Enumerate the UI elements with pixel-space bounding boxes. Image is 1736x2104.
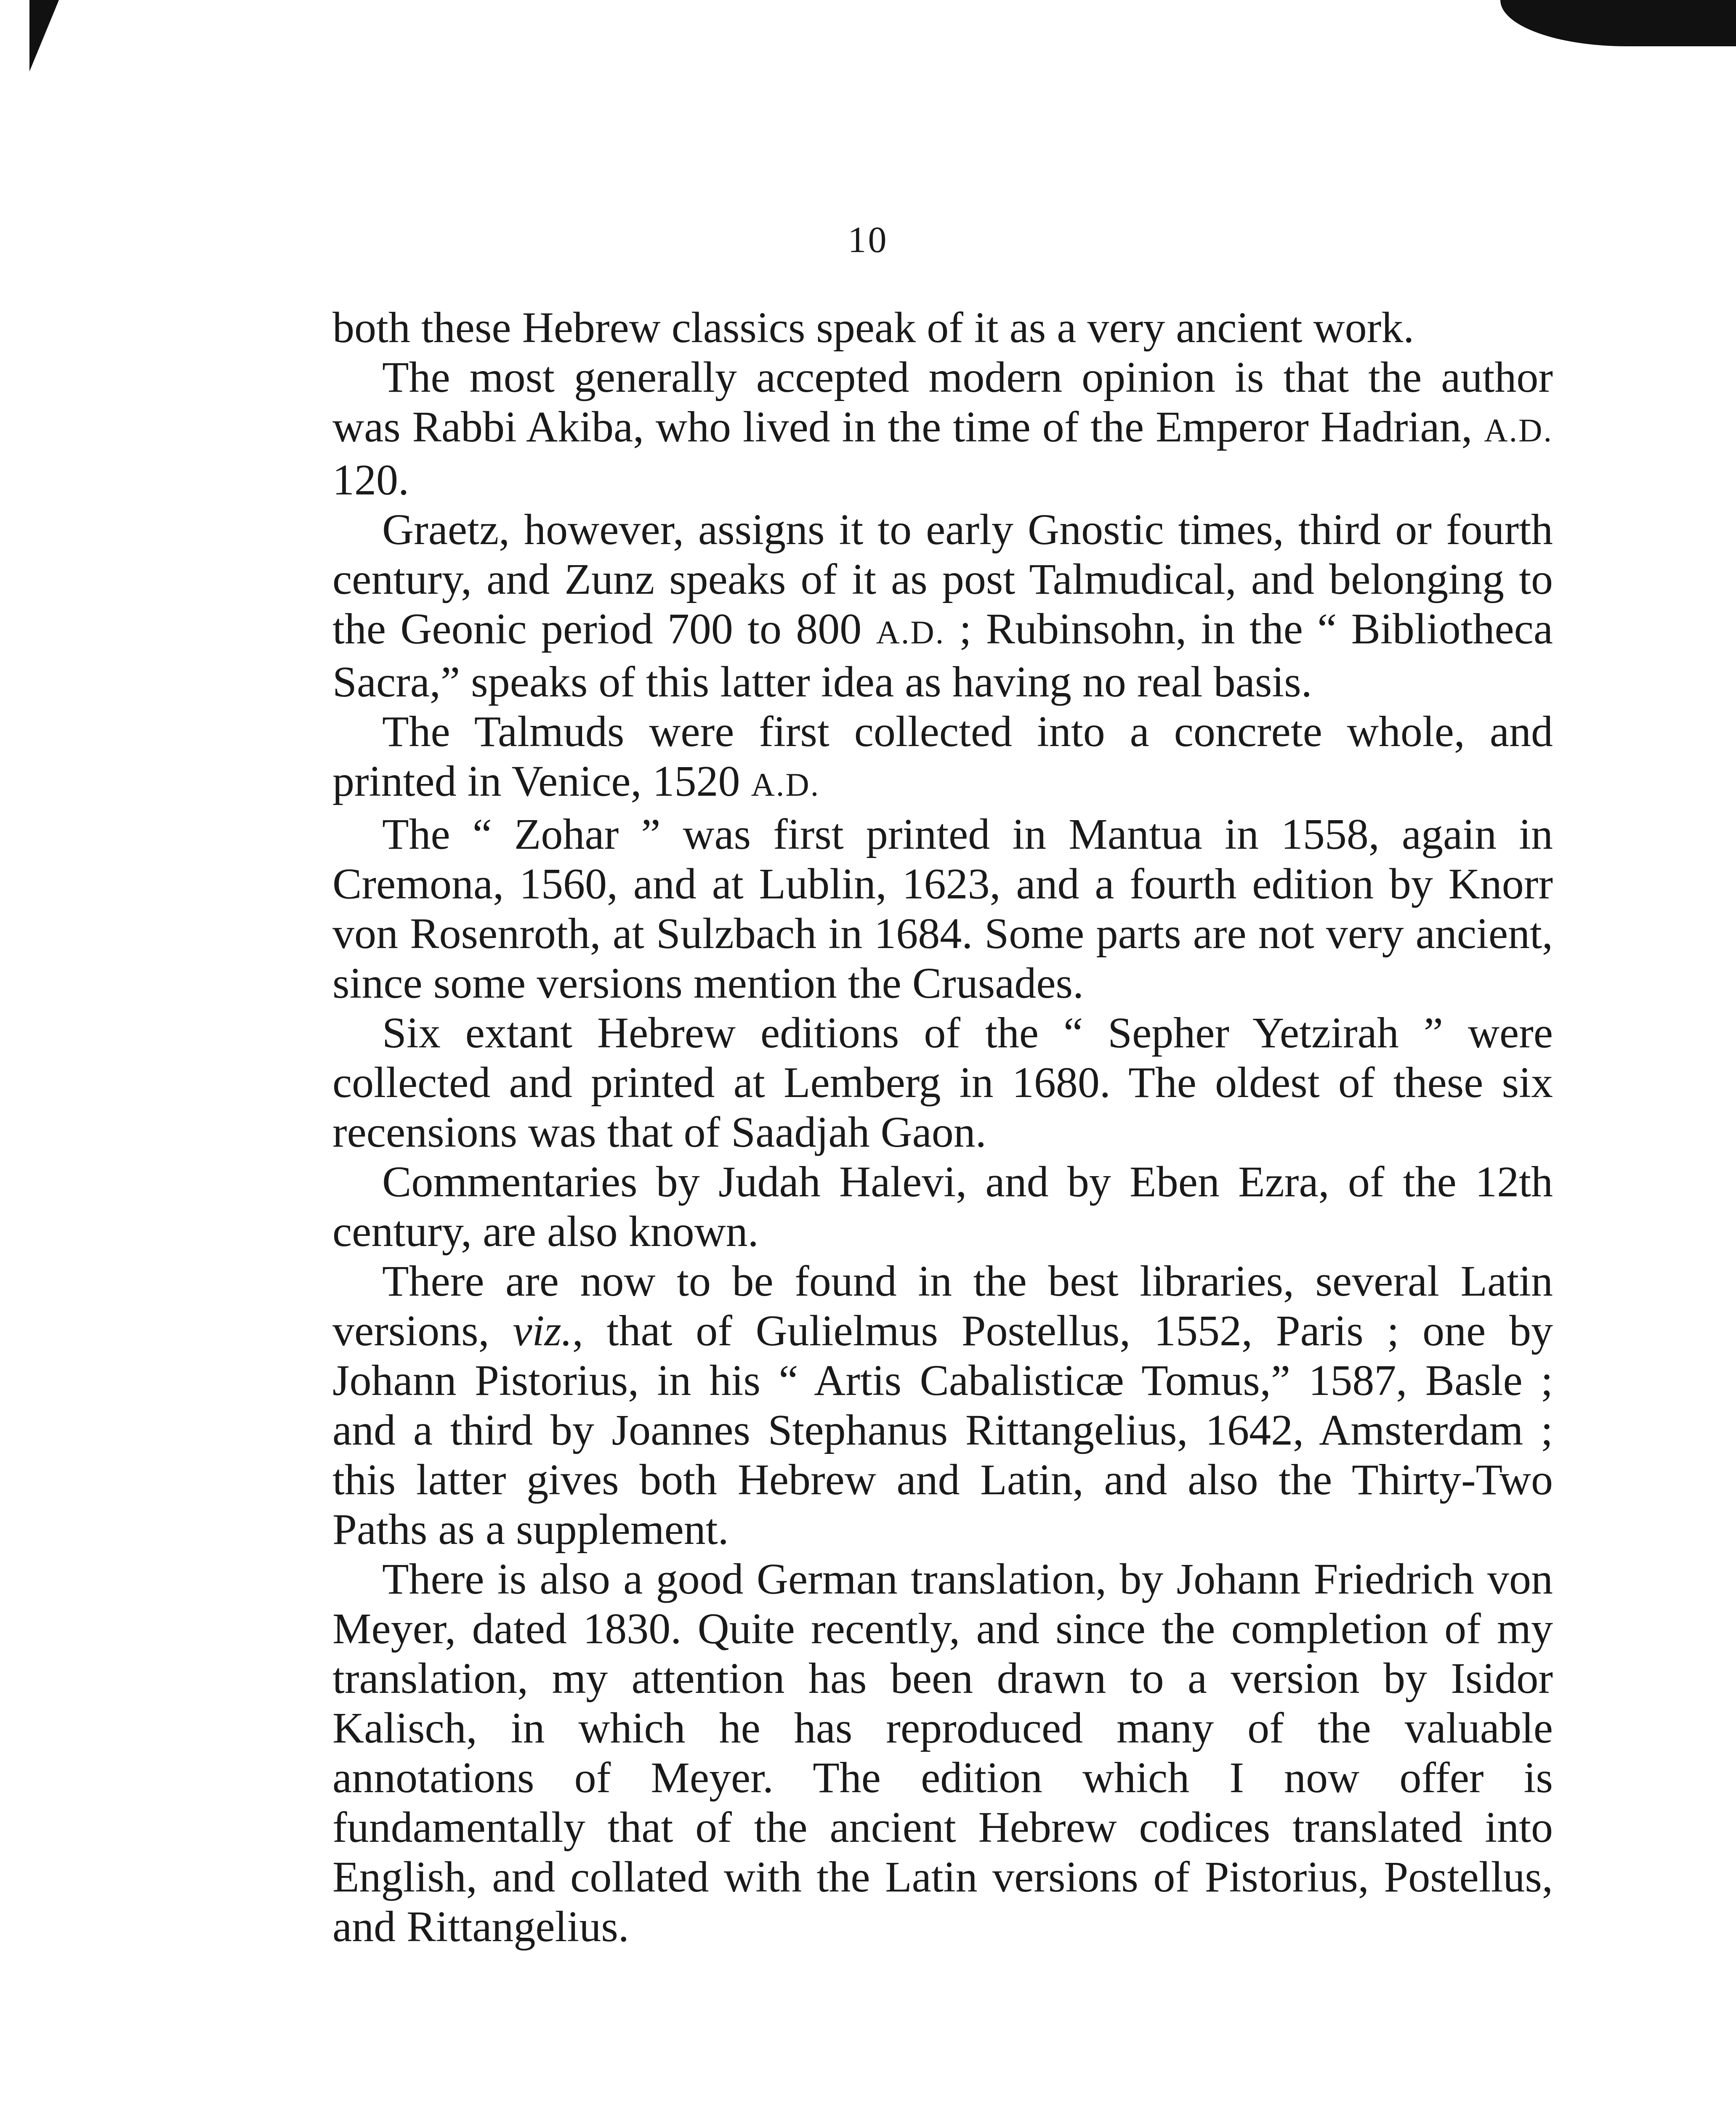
paragraph [332,1157,1553,1257]
text-run: , that of Gulielmus Postellus, 1552, Paris ; one by Johann Pistorius, in his “ Artis Cabalisticæ Tomus,” 1587, Basle ; and a third by Joannes Stephanus Rittangelius, 1642, Amsterdam ; this latter gives both Hebrew and Latin, and also the Thirty-Two Paths as a supplement. [332,1307,1553,1554]
paragraph [332,1257,1553,1554]
text-run: The “ Zohar ” was first printed in Mantua in 1558, again in Cremona, 1560, and at Lublin, 1623, and a fourth edition by Knorr von Rosenroth, at Sulzbach in 1684. Some parts are not very ancient, since some versions mention the Crusades. [332,810,1553,1007]
text-run: The most generally accepted modern opinion is that the author was Rabbi Akiba, who lived in the time of the Emperor Hadrian, [332,353,1553,451]
text-run: There is also a good German translation, by Johann Friedrich von Meyer, dated 1830. Quite recently, and since the completion of my translation, my attention has been drawn to a version by Isidor Kalisch, in which he has reproduced many of the valuable annotations of Meyer. The edition which I now offer is fundamentally that of the ancient Hebrew codices translated into English, and collated with the Latin versions of Pistorius, Postellus, and Rittangelius. [332,1555,1553,1951]
italic-text: viz. [513,1307,572,1355]
paragraph [332,505,1553,707]
paragraph [332,1008,1553,1157]
text-run: There are now to be found in the best libraries, several Latin versions, [332,1257,1553,1355]
text-run: Graetz, however, assigns it to early Gnostic times, third or fourth century, and Zunz speaks of it as post Talmudical, and belonging to the Geonic period 700 to 800 [332,505,1553,653]
text-run: Commentaries by Judah Halevi, and by Eben Ezra, of the 12th century, are also known. [332,1158,1553,1256]
paragraph [332,707,1553,810]
text-run: Six extant Hebrew editions of the “ Sepher Yetzirah ” were collected and printed at Lemberg in 1680. The oldest of these six recensions was that of Saadjah Gaon. [332,1009,1553,1156]
paragraph [332,1554,1553,1952]
small-caps-text: A.D. [751,766,820,803]
text-run: ; Rubinsohn, in the “ Bibliotheca Sacra,” speaks of this latter idea as having no real basis. [332,605,1553,706]
text-run: both these Hebrew classics speak of it as a very ancient work. [332,303,1414,352]
scan-smudge-left [29,0,59,72]
text-run: The Talmuds were first collected into a concrete whole, and printed in Venice, 1520 [332,707,1553,805]
scan-smudge-right [1500,0,1736,46]
small-caps-text: A.D. [876,614,945,651]
text-run: 120. [332,456,409,504]
paragraph [332,353,1553,505]
body-text [332,303,1553,1952]
paragraph [332,810,1553,1008]
page-number: 10 [848,220,888,260]
paragraph [332,303,1553,353]
small-caps-text: A.D. [1484,412,1553,449]
